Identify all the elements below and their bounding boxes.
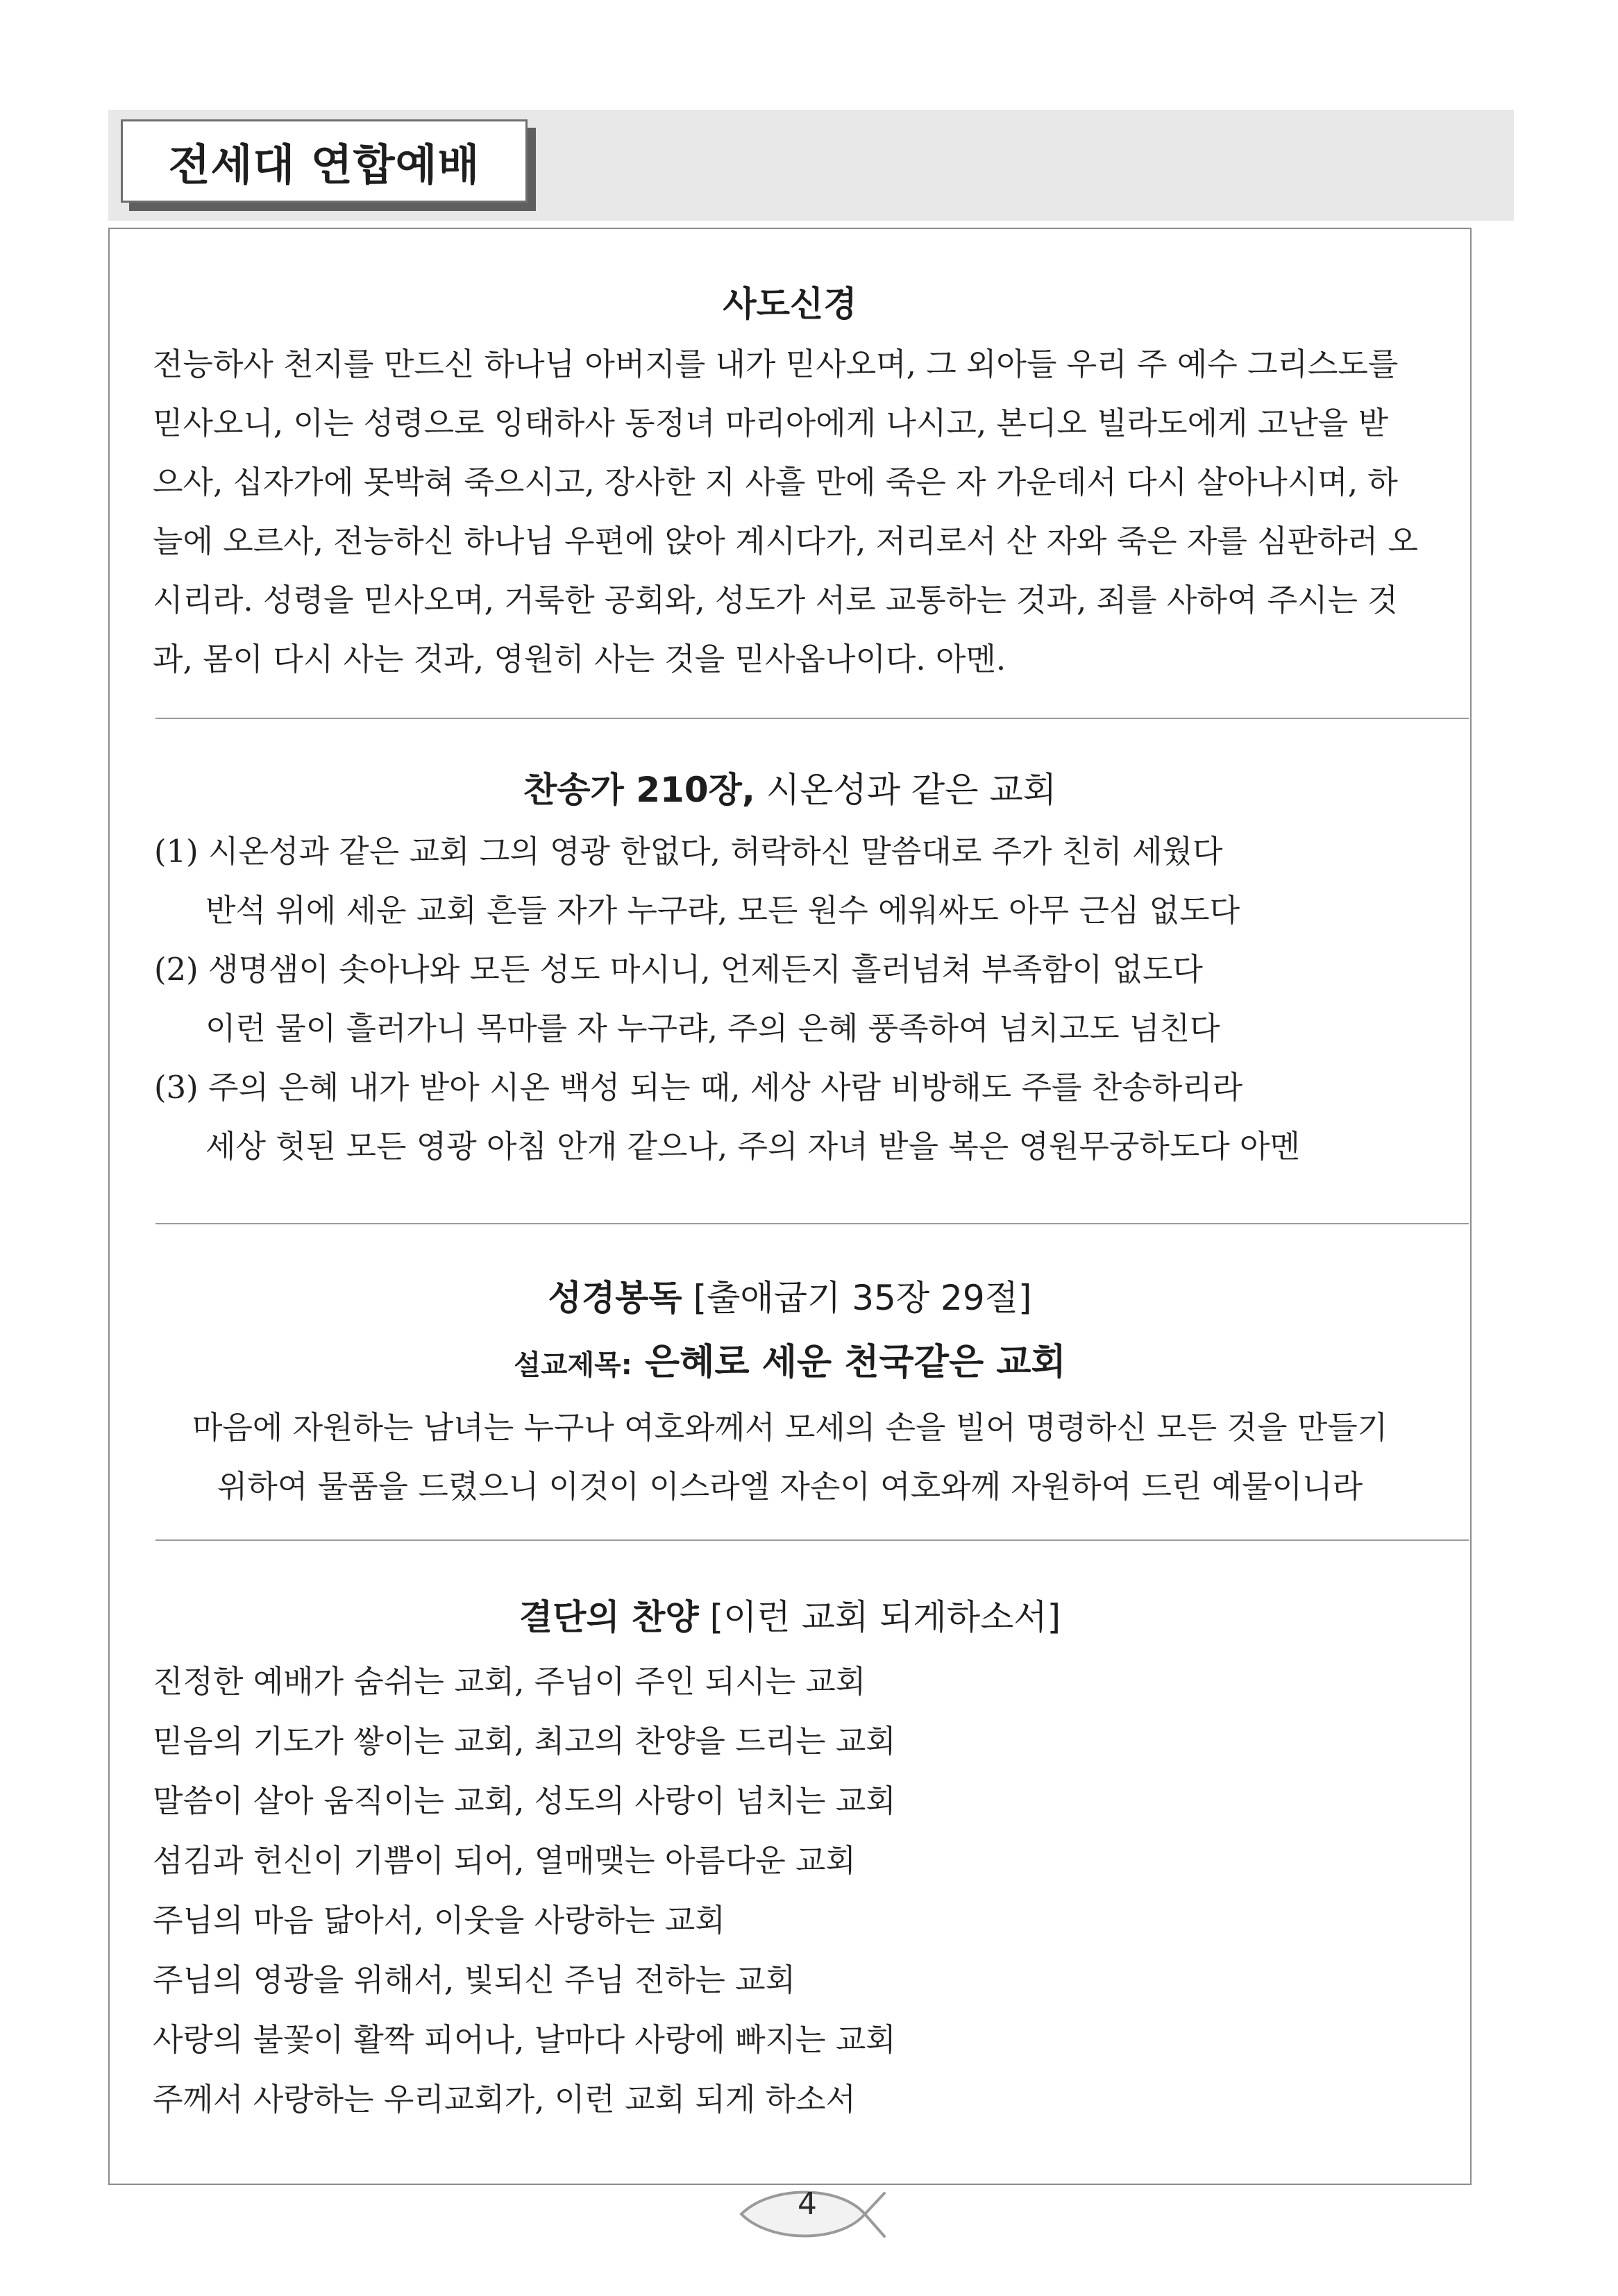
hymn-verse-line: 반석 위에 세운 교회 흔들 자가 누구랴, 모든 원수 에워싸도 아무 근심 없도다 xyxy=(205,892,1240,929)
section-divider xyxy=(155,718,1469,719)
scripture-line: 마음에 자원하는 남녀는 누구나 여호와께서 모세의 손을 빌어 명령하신 모든 것을 만들기 xyxy=(192,1409,1388,1446)
hymn-verse-line: (2) 생명샘이 솟아나와 모든 성도 마시니, 언제든지 흘러넘쳐 부족함이 없도다 xyxy=(154,951,1203,988)
hymn-title xyxy=(108,762,1472,812)
creed-line: 믿사오니, 이는 성령으로 잉태하사 동정녀 마리아에게 나시고, 본디오 빌라도에게 고난을 받 xyxy=(153,405,1389,441)
praise-title-bold: 결단의 찬양 xyxy=(519,1597,699,1637)
praise-line: 주님의 영광을 위해서, 빛되신 주님 전하는 교회 xyxy=(153,1961,796,1998)
praise-line: 사랑의 불꽃이 활짝 피어나, 날마다 사랑에 빠지는 교회 xyxy=(153,2021,896,2058)
praise-line: 섬김과 헌신이 기쁨이 되어, 열매맺는 아름다운 교회 xyxy=(153,1842,857,1879)
praise-subtitle: [이런 교회 되게하소서] xyxy=(698,1597,1061,1637)
hymn-verse-line: (3) 주의 은혜 내가 받아 시온 백성 되는 때, 세상 사람 비방해도 주를 찬송하리라 xyxy=(154,1069,1243,1106)
hymn-title-bold: 찬송가 210장, xyxy=(523,770,755,810)
praise-line: 말씀이 살아 움직이는 교회, 성도의 사랑이 넘치는 교회 xyxy=(153,1782,896,1819)
praise-line: 주님의 마음 닮아서, 이웃을 사랑하는 교회 xyxy=(153,1902,725,1939)
section-divider xyxy=(155,1539,1469,1541)
hymn-title-rest: 시온성과 같은 교회 xyxy=(755,770,1057,810)
sermon-title-text: 은혜로 세운 천국같은 교회 xyxy=(632,1342,1066,1383)
sermon-label: 설교제목: xyxy=(514,1349,632,1381)
creed-line: 늘에 오르사, 전능하신 하나님 우편에 앉아 계시다가, 저리로서 산 자와 죽은 자를 심판하러 오 xyxy=(153,523,1418,559)
creed-title-text: 사도신경 xyxy=(723,284,857,324)
praise-line: 진정한 예배가 숨쉬는 교회, 주님이 주인 되시는 교회 xyxy=(153,1663,866,1700)
hymn-verse-line: 세상 헛된 모든 영광 아침 안개 같으나, 주의 자녀 받을 복은 영원무궁하도다 아멘 xyxy=(205,1128,1300,1165)
creed-line: 전능하사 천지를 만드신 하나님 아버지를 내가 믿사오며, 그 외아들 우리 주 예수 그리스도를 xyxy=(153,346,1399,382)
creed-title xyxy=(108,276,1472,326)
creed-line: 시리라. 성령을 믿사오며, 거룩한 공회와, 성도가 서로 교통하는 것과, 죄를 사하여 주시는 것 xyxy=(153,582,1398,618)
page-title: 전세대 연합예배 xyxy=(121,119,528,203)
creed-line: 과, 몸이 다시 사는 것과, 영원히 사는 것을 믿사옵나이다. 아멘. xyxy=(153,641,1006,677)
scripture-line: 위하여 물품을 드렸으니 이것이 이스라엘 자손이 여호와께 자원하여 드린 예물이니라 xyxy=(217,1468,1363,1505)
scripture-reference: [출애굽기 35장 29절] xyxy=(682,1278,1032,1318)
sermon-title xyxy=(108,1333,1472,1385)
page-number: 4 xyxy=(798,2186,817,2222)
creed-line: 으사, 십자가에 못박혀 죽으시고, 장사한 지 사흘 만에 죽은 자 가운데서 다시 살아나시며, 하 xyxy=(153,464,1398,500)
section-divider xyxy=(155,1223,1469,1224)
praise-title xyxy=(108,1589,1472,1639)
praise-line: 주께서 사랑하는 우리교회가, 이런 교회 되게 하소서 xyxy=(153,2081,857,2118)
hymn-verse-line: 이런 물이 흘러가니 목마를 자 누구랴, 주의 은혜 풍족하여 넘치고도 넘친다 xyxy=(205,1010,1220,1047)
scripture-title xyxy=(108,1270,1472,1320)
scripture-title-bold: 성경봉독 xyxy=(548,1278,682,1318)
praise-line: 믿음의 기도가 쌓이는 교회, 최고의 찬양을 드리는 교회 xyxy=(153,1723,896,1759)
hymn-verse-line: (1) 시온성과 같은 교회 그의 영광 한없다, 허락하신 말씀대로 주가 친히 세웠다 xyxy=(154,833,1223,870)
